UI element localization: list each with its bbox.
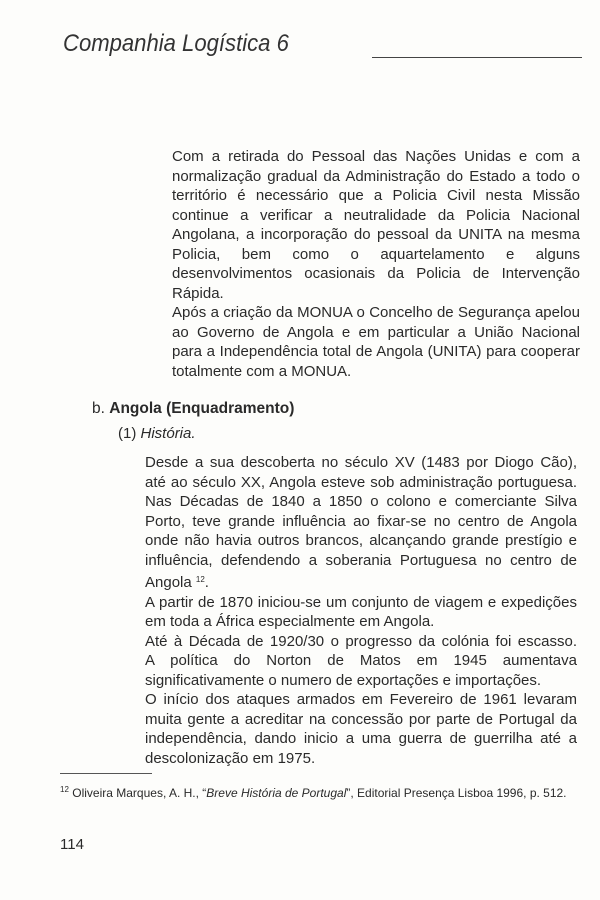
footnote-publisher: ”, Editorial Presença Lisboa 1996, p. 512.	[346, 786, 567, 800]
text-line-content: Até à Década de 1920/30 o progresso da colónia foi escasso.	[145, 632, 577, 650]
text-line	[172, 342, 580, 362]
text-line-content: Rápida.	[172, 284, 224, 302]
text-line	[145, 512, 577, 532]
text-line-content: O início dos ataques armados em Fevereiro de 1961 levaram	[145, 691, 577, 708]
text-line	[172, 245, 580, 265]
text-line	[172, 362, 580, 382]
subsection-number: (1)	[118, 425, 137, 442]
text-line	[145, 651, 577, 671]
text-line	[172, 323, 580, 343]
text-line	[145, 531, 577, 551]
text-line-content: ao Governo de Angola e em particular a União Nacional	[172, 323, 580, 341]
text-line: Angola $^{12}$.	[145, 574, 209, 591]
text-line-content: até ao século XX, Angola esteve sob administração portuguesa.	[145, 473, 577, 491]
footnote-reference: 12	[195, 575, 205, 584]
text-line-content: território é necessário que a Policia Civil nesta Missão	[172, 187, 580, 204]
text-line	[145, 690, 577, 710]
text-line	[172, 225, 580, 245]
text-line-content: totalmente com a MONUA.	[172, 362, 352, 380]
text-line	[145, 671, 577, 691]
paragraph-block-2	[145, 453, 577, 768]
text-line	[172, 264, 580, 284]
section-heading	[92, 400, 294, 418]
text-line-content: Com a retirada do Pessoal das Nações Unidas e com a	[172, 148, 580, 165]
text-line-content: Nas Décadas de 1840 a 1850 o colono e comerciante Silva	[145, 493, 577, 510]
text-line	[172, 303, 580, 323]
text-line	[172, 167, 580, 187]
text-line-content: descolonização em 1975.	[145, 749, 316, 767]
text-line-content: Angolana, a incorporação do pessoal da UNITA na mesma	[172, 226, 580, 243]
text-line-content: desenvolvimentos ocasionais da Policia de Intervenção	[172, 265, 580, 282]
text-line-content: Porto, teve grande influência ao fixar-se no centro de Angola	[145, 512, 577, 530]
subsection-heading	[118, 425, 196, 442]
text-line-content: continue a verificar a neutralidade da Policia Nacional	[172, 206, 580, 224]
footnote-author: Oliveira Marques, A. H., “	[72, 786, 207, 800]
text-line-content: Policia, bem como o aquartelamento e alguns	[172, 245, 580, 263]
text-line	[145, 729, 577, 749]
footnote	[60, 782, 580, 801]
text-line	[145, 453, 577, 473]
text-line	[172, 284, 580, 304]
text-line-content: significativamente o numero de exportações e importações.	[145, 671, 542, 689]
section-letter: b.	[92, 400, 105, 417]
text-line	[145, 632, 577, 652]
text-line	[145, 492, 577, 512]
text-line-content: A política do Norton de Matos em 1945 aumentava	[145, 652, 577, 669]
text-line	[145, 710, 577, 730]
text-line-content: normalização gradual da Administração do Estado a todo o	[172, 167, 580, 185]
text-line-content: onde não havia outros brancos, alcançando grande prestígio e	[145, 532, 577, 549]
running-header-title: Companhia Logística 6	[63, 30, 289, 57]
text-line-content: para a Independência total de Angola (UNITA) para cooperar	[172, 343, 580, 360]
footnote-book-title: Breve História de Portugal	[206, 786, 347, 800]
text-line	[172, 206, 580, 226]
text-line-content: influência, defendendo a soberania Portuguesa no centro de	[145, 551, 577, 569]
section-title: Angola (Enquadramento)	[109, 400, 295, 417]
text-line-content: em toda a África especialmente em Angola.	[145, 613, 435, 630]
text-line	[145, 593, 577, 613]
text-line	[172, 186, 580, 206]
text-line-content: Após a criação da MONUA o Concelho de Segurança apelou	[172, 304, 580, 321]
header-rule	[372, 57, 582, 58]
text-line-content: A partir de 1870 iniciou-se um conjunto de viagem e expedições	[145, 593, 577, 611]
text-line-content: Desde a sua descoberta no século XV (1483 por Diogo Cão),	[145, 454, 577, 471]
text-line	[172, 147, 580, 167]
text-line	[145, 473, 577, 493]
subsection-title: História.	[140, 425, 196, 442]
footnote-separator	[60, 773, 152, 774]
text-line-content: Angola	[145, 574, 192, 591]
paragraph-block-1	[172, 147, 580, 381]
text-line	[145, 749, 577, 769]
text-line-content: independência, dando inicio a uma guerra de guerrilha até a	[145, 730, 577, 747]
text-line	[145, 612, 577, 632]
page-number: 114	[60, 836, 84, 853]
text-line-content: muita gente a acreditar na concessão por parte de Portugal da	[145, 710, 577, 728]
text-line	[145, 551, 577, 571]
footnote-number: 12	[60, 785, 69, 794]
